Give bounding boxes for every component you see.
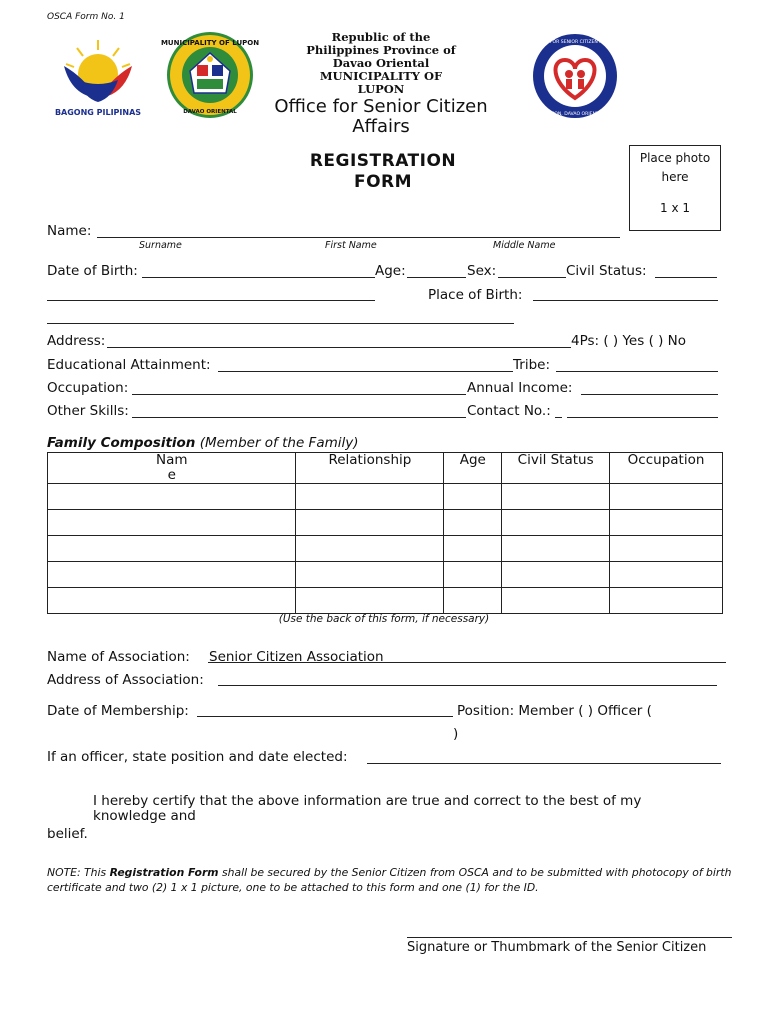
membership-date-label: Date of Membership: <box>47 703 189 719</box>
family-table-header <box>48 453 723 484</box>
association-name-label: Name of Association: <box>47 649 190 665</box>
family-cell-relationship[interactable] <box>296 510 444 536</box>
osca-seal-top-text: OFFICE FOR SENIOR CITIZEN AFFAIRS <box>532 40 618 45</box>
back-of-form-note: (Use the back of this form, if necessary) <box>278 613 490 625</box>
family-composition-title <box>47 435 359 451</box>
place-of-birth-continuation-line[interactable] <box>47 323 514 324</box>
family-table-row <box>48 484 723 510</box>
family-cell-age[interactable] <box>444 536 502 562</box>
dob-label: Date of Birth: <box>47 263 138 279</box>
column-header-relationship: Relationship <box>296 453 444 484</box>
family-table-row <box>48 562 723 588</box>
lupon-seal-top-text: MUNICIPALITY OF LUPON <box>160 39 260 47</box>
place-of-birth-field[interactable] <box>533 300 718 301</box>
osca-seal-logo <box>531 34 619 118</box>
tribe-field[interactable] <box>556 371 718 372</box>
form-title-line-2: FORM <box>353 172 413 192</box>
occupation-label: Occupation: <box>47 380 129 396</box>
header-line-1: Republic of the <box>331 30 431 44</box>
bagong-pilipinas-logo <box>52 36 144 118</box>
family-cell-age[interactable] <box>444 588 502 614</box>
family-cell-relationship[interactable] <box>296 588 444 614</box>
fourps-options[interactable]: 4Ps: ( ) Yes ( ) No <box>571 333 687 349</box>
family-cell-occupation[interactable] <box>610 588 723 614</box>
officer-position-field[interactable] <box>367 763 721 764</box>
other-skills-label: Other Skills: <box>47 403 129 419</box>
header-block <box>250 31 512 137</box>
tribe-label: Tribe: <box>513 357 550 373</box>
note-bold: Registration Form <box>109 866 219 879</box>
occupation-field[interactable] <box>132 394 466 395</box>
family-cell-civil-status[interactable] <box>502 484 610 510</box>
family-cell-occupation[interactable] <box>610 510 723 536</box>
family-cell-occupation[interactable] <box>610 536 723 562</box>
form-title <box>283 151 483 193</box>
column-header-occupation: Occupation <box>610 453 723 484</box>
lupon-seal-bottom-text: DAVAO ORIENTAL <box>183 109 237 115</box>
header-line-3: Davao Oriental <box>332 56 430 70</box>
family-cell-civil-status[interactable] <box>502 536 610 562</box>
position-options-close: ) <box>453 726 459 742</box>
certification-line-1: I hereby certify that the above information are true and correct to the best of my <box>93 793 642 809</box>
family-title-bold: Family Composition <box>47 435 196 451</box>
association-address-field[interactable] <box>218 685 717 686</box>
family-cell-name[interactable] <box>48 562 296 588</box>
photo-box <box>629 145 721 231</box>
header-line-5: LUPON <box>357 82 405 96</box>
office-title-line-2: Affairs <box>352 116 410 137</box>
signature-caption: Signature or Thumbmark of the Senior Citizen <box>407 940 707 955</box>
address-field[interactable] <box>107 347 571 348</box>
family-cell-relationship[interactable] <box>296 562 444 588</box>
family-cell-age[interactable] <box>444 510 502 536</box>
certification-line-2: knowledge and <box>93 808 196 824</box>
family-table-row <box>48 588 723 614</box>
family-table-row <box>48 536 723 562</box>
photo-box-line-3: 1 x 1 <box>660 201 690 215</box>
annual-income-label: Annual Income: <box>467 380 573 396</box>
family-cell-name[interactable] <box>48 484 296 510</box>
position-options[interactable]: Position: Member ( ) Officer ( <box>457 703 652 719</box>
column-header-name: Nam e <box>48 453 296 484</box>
bagong-pilipinas-text: BAGONG PILIPINAS <box>54 108 142 117</box>
surname-caption: Surname <box>139 240 182 251</box>
family-cell-civil-status[interactable] <box>502 562 610 588</box>
sex-field[interactable] <box>498 277 566 278</box>
association-name-value[interactable]: Senior Citizen Association <box>209 649 384 665</box>
family-cell-age[interactable] <box>444 484 502 510</box>
contact-no-label: Contact No.: _ <box>467 403 562 419</box>
contact-no-field[interactable] <box>567 417 718 418</box>
place-of-birth-label: Place of Birth: <box>428 287 523 303</box>
header-line-2: Philippines Province of <box>306 43 456 57</box>
signature-line[interactable] <box>407 937 732 938</box>
first-name-caption: First Name <box>325 240 377 251</box>
sex-label: Sex: <box>467 263 497 279</box>
membership-date-field[interactable] <box>197 716 453 717</box>
officer-position-label: If an officer, state position and date elected: <box>47 749 348 765</box>
annual-income-field[interactable] <box>581 394 718 395</box>
family-cell-relationship[interactable] <box>296 536 444 562</box>
dob-continuation-line[interactable] <box>47 300 375 301</box>
family-cell-relationship[interactable] <box>296 484 444 510</box>
family-cell-name[interactable] <box>48 588 296 614</box>
family-cell-occupation[interactable] <box>610 562 723 588</box>
form-title-line-1: REGISTRATION <box>309 151 457 171</box>
family-table <box>47 452 723 614</box>
lupon-seal-logo <box>160 31 260 119</box>
address-label: Address: <box>47 333 106 349</box>
registration-note <box>47 865 737 895</box>
age-label: Age: <box>375 263 406 279</box>
osca-seal-bottom-text: LUPON, DAVAO ORIENTAL <box>545 112 605 117</box>
family-title-rest: (Member of the Family) <box>195 435 359 451</box>
association-address-label: Address of Association: <box>47 672 204 688</box>
family-cell-name[interactable] <box>48 510 296 536</box>
civil-status-field[interactable] <box>655 277 717 278</box>
family-cell-occupation[interactable] <box>610 484 723 510</box>
civil-status-label: Civil Status: <box>566 263 647 279</box>
header-line-4: MUNICIPALITY OF <box>319 69 443 83</box>
photo-box-line-2: here <box>661 170 689 184</box>
photo-box-line-1: Place photo <box>639 151 711 165</box>
other-skills-field[interactable] <box>132 417 466 418</box>
education-label: Educational Attainment: <box>47 357 211 373</box>
name-field[interactable] <box>97 237 620 238</box>
dob-field[interactable] <box>142 277 375 278</box>
column-header-civil-status: Civil Status <box>502 453 610 484</box>
column-header-age: Age <box>444 453 502 484</box>
name-label: Name: <box>47 223 92 239</box>
family-cell-civil-status[interactable] <box>502 510 610 536</box>
age-field[interactable] <box>407 277 466 278</box>
family-cell-age[interactable] <box>444 562 502 588</box>
family-table-row <box>48 510 723 536</box>
note-prefix: NOTE: This <box>47 866 110 879</box>
family-cell-civil-status[interactable] <box>502 588 610 614</box>
note-rest: shall be secured by the Senior Citizen from OSCA and to be submitted with photocopy of birth certificate and two (2) 1 x 1 picture, one to be attached to this form and one (1) for the ID. <box>47 866 732 894</box>
middle-name-caption: Middle Name <box>493 240 556 251</box>
office-title-line-1: Office for Senior Citizen <box>274 96 488 117</box>
certification-line-3: belief. <box>47 826 88 842</box>
family-cell-name[interactable] <box>48 536 296 562</box>
education-field[interactable] <box>218 371 513 372</box>
form-number: OSCA Form No. 1 <box>47 12 125 22</box>
